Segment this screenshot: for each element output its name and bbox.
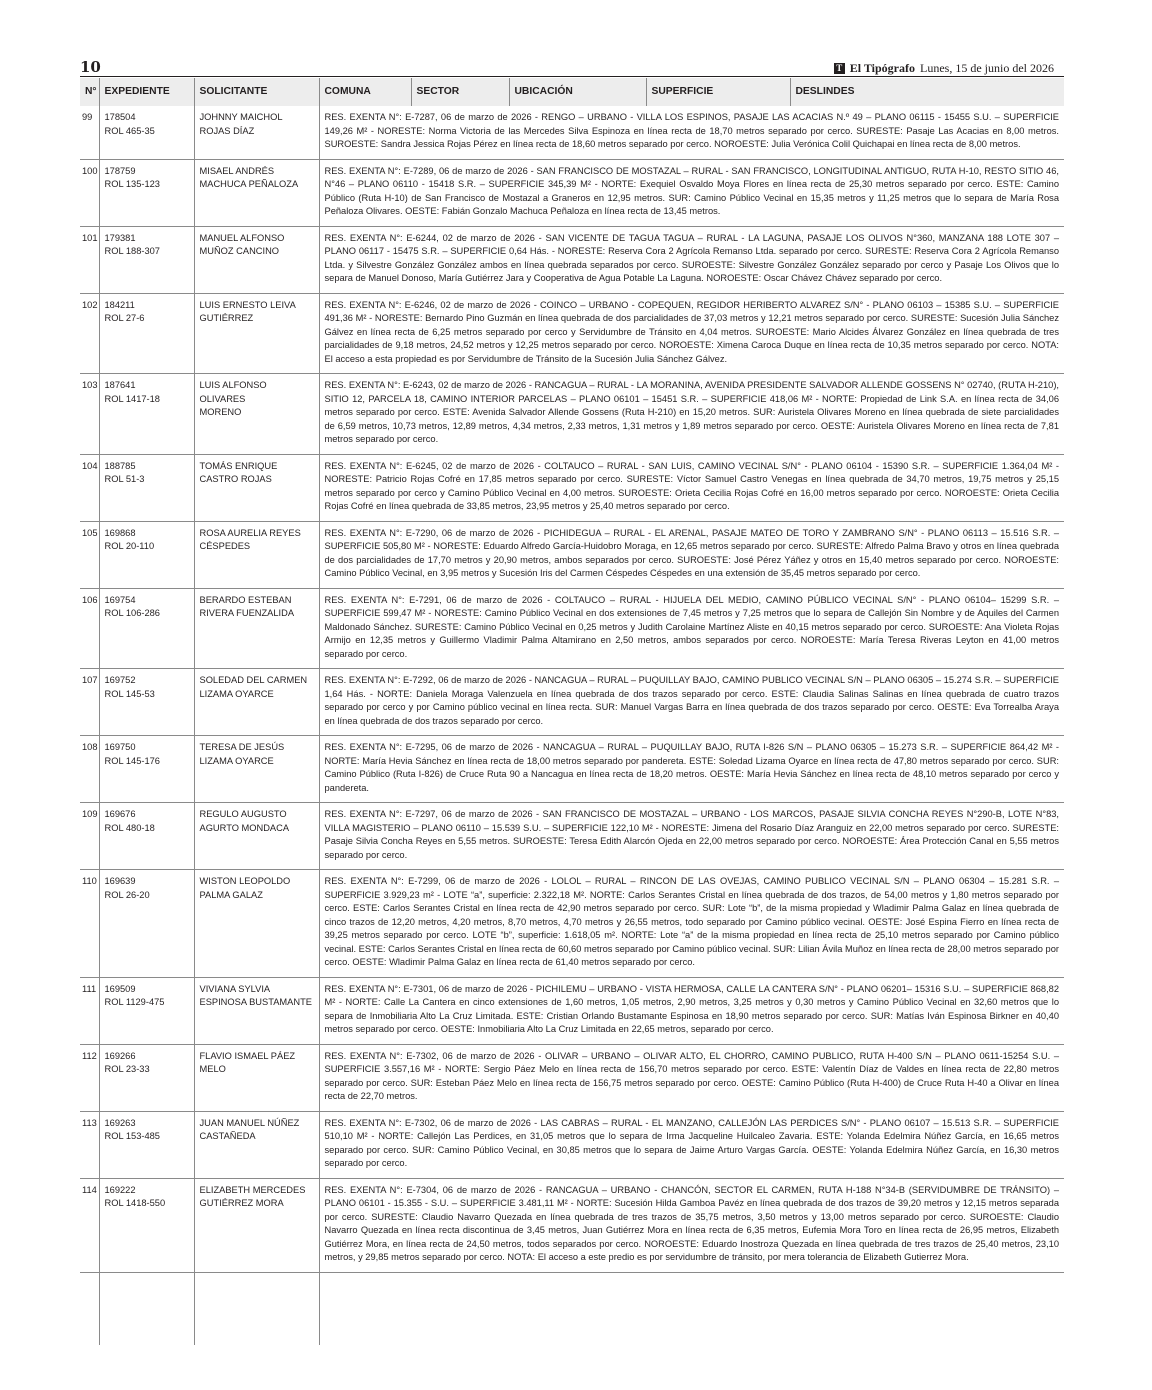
solicitante-cell (194, 803, 319, 870)
solicitante-cell (194, 977, 319, 1044)
row-number: 110 (80, 870, 99, 978)
row-number: 111 (80, 977, 99, 1044)
solicitante-line: LUIS ERNESTO LEIVA (199, 299, 296, 310)
empty-cell (194, 1272, 319, 1345)
row-number: 106 (80, 588, 99, 669)
expediente-number: 169676 (104, 809, 136, 819)
solicitante-line: BERARDO ESTEBAN (199, 594, 292, 605)
solicitante-line: AGURTO MONDACA (199, 822, 290, 833)
expediente-cell (99, 1111, 194, 1178)
solicitante-line: LIZAMA OYARCE (199, 755, 274, 766)
newspaper-name: El Tipógrafo (849, 61, 916, 75)
row-number: 112 (80, 1044, 99, 1111)
solicitante-line: MELO (199, 1064, 226, 1074)
solicitante-line: LUIS ALFONSO OLIVARES (199, 380, 267, 404)
rol-number: ROL 1417-18 (104, 393, 160, 404)
expediente-number: 184211 (104, 299, 135, 310)
rol-number: ROL 27-6 (104, 313, 145, 323)
notice-description: RES. EXENTA N°: E-7301, 06 de marzo de 2026 - PICHILEMU – URBANO - VISTA HERMOSA, CALLE LA CANTERA S/N° - PLANO 06201– 15316 S.U. – SUPERFICIE 868,82 M² - NORTE: Calle La Cantera en cinco extensiones de 1,60 metros, 1,05 metros, 2,90 metros, 3,25 metros y 0,30 metros y Camino Público Vecinal en 32,60 metros que lo separa de Inmobiliaria Alto La Cruz Limitada. ESTE: Cristian Orlando Bustamante Espinosa en 18,90 metros separado por cerco. SUR: Matías Iván Espinosa Birkner en 40,40 metros separado por cerco. OESTE: Inmobiliaria Alto La Cruz Limitada en 22,65 metros, separado por cerco. (319, 977, 1064, 1044)
solicitante-line: TOMÁS ENRIQUE (199, 460, 278, 471)
table-row (80, 159, 1064, 226)
solicitante-line: TERESA DE JESÚS (199, 742, 285, 752)
row-number: 105 (80, 521, 99, 588)
solicitante-line: ROSA AURELIA REYES (199, 527, 301, 538)
rol-number: ROL 135-123 (104, 179, 160, 189)
expediente-number: 169752 (104, 675, 136, 685)
rol-number: ROL 23-33 (104, 1064, 150, 1074)
table-row (80, 588, 1064, 669)
notice-description: RES. EXENTA N°: E-6244, 02 de marzo de 2026 - SAN VICENTE DE TAGUA TAGUA – RURAL - LA LAGUNA, PASAJE LOS OLIVOS N°360, MANZANA 188 LOTE 307 – PLANO 06117 - 15475 S.R. – SUPERFICIE 0,64 Hás. - NORESTE: Reserva Cora 2 Agrícola Remanso Ltda. separado por cerco. SURESTE: Reserva Cora 2 Agrícola Remanso Ltda. y Silvestre González González ambos en línea quebrada separados por cerco. SUROESTE: Silvestre González González separado por cerco y Pasaje Los Olivos que lo separa de Manuel Donoso, María Gutiérrez Jara y Cooperativa de Agua Potable La Laguna. NOROESTE: Oscar Chávez Chávez separado por cerco. (319, 226, 1064, 293)
expediente-cell (99, 226, 194, 293)
row-number: 109 (80, 803, 99, 870)
notice-description: RES. EXENTA N°: E-6243, 02 de marzo de 2026 - RANCAGUA – RURAL - LA MORANINA, AVENIDA PRESIDENTE SALVADOR ALLENDE GOSSENS N° 02740, (RUTA H-210), SITIO 12, PARCELA 18, CAMINO INTERIOR PARCELAS – PLANO 06101 – 15451 S.R. – SUPERFICIE 418,06 M² - NORTE: Propiedad de Link S.A. en línea recta de 34,06 metros separado por cerco. ESTE: Avenida Salvador Allende Gossens (Ruta H-210) en 15,20 metros. SUR: Auristela Olivares Moreno en línea quebrada de siete parcialidades de 6,59 metros, 10,73 metros, 12,89 metros, 4,34 metros, 2,33 metros, 1,31 metros y 1,89 metros separado por cerco. OESTE: Auristela Olivares Moreno en línea recta de 7,81 metros separado por cerco. (319, 374, 1064, 455)
empty-cell (99, 1272, 194, 1345)
table-row (80, 977, 1064, 1044)
expediente-number: 169754 (104, 594, 136, 605)
solicitante-line: MACHUCA PEÑALOZA (199, 179, 299, 189)
expediente-number: 178504 (104, 112, 136, 122)
table-header (80, 78, 1064, 106)
notice-description: RES. EXENTA N°: E-7287, 06 de marzo de 2026 - RENGO – URBANO - VILLA LOS ESPINOS, PASAJE LAS ACACIAS N.º 49 – PLANO 06115 - 15455 S.U. – SUPERFICIE 149,26 M² - NORESTE: Norma Victoria de las Mercedes Silva Espinoza en línea recta de 18,70 metros separado por cerco. SURESTE: Pasaje Las Acacias en 8,00 metros. SUROESTE: Sandra Jessica Rojas Pérez en línea recta de 18,60 metros separado por cerco. NOROESTE: Julia Verónica Colil Quichapai en línea recta de 8,00 metros. (319, 106, 1064, 159)
rol-number: ROL 106-286 (104, 608, 160, 618)
page-number: 10 (80, 58, 101, 76)
notice-description: RES. EXENTA N°: E-7304, 06 de marzo de 2026 - RANCAGUA – URBANO - CHANCÓN, SECTOR EL CARMEN, RUTA H-188 N°34-B (SERVIDUMBRE DE TRÁNSITO) – PLANO 06101 - 15.355 - S.U. – SUPERFICIE 3.481,11 M² - NORTE: Sucesión Hilda Gamboa Pavéz en línea quebrada de dos trazos de 39,20 metros y 12,15 metros separada por cerco. SURESTE: Claudio Navarro Quezada en línea quebrada de tres trazos de 35,75 metros, 3,50 metros y 13,00 metros separado por cerco. SUROESTE: Claudio Navarro Quezada en línea recta discontinua de 3,45 metros, Juan Gutiérrez Mora en línea recta de 6,35 metros, Eufemia Mora Toro en línea recta de 26,95 metros, Elizabeth Gutiérrez Mora, en línea recta de 24,50 metros, todos separados por cerco. NOROESTE: Eduardo Inostroza Quezada en línea quebrada de tres trazos de 25,40 metros, 23,10 metros, y 29,85 metros separado por cerco. NOTA: El acceso a este predio es por servidumbre de tránsito, por mera tolerancia de Elizabeth Gutierrez Mora. (319, 1178, 1064, 1272)
expediente-number: 179381 (104, 232, 136, 243)
solicitante-cell (194, 1044, 319, 1111)
solicitante-line: MORENO (199, 407, 242, 417)
row-number: 102 (80, 293, 99, 374)
rol-number: ROL 20-110 (104, 541, 155, 551)
solicitante-line: CASTRO ROJAS (199, 474, 272, 484)
expediente-number: 169750 (104, 742, 136, 752)
solicitante-line: GUTIÉRREZ (199, 313, 254, 323)
expediente-cell (99, 1044, 194, 1111)
expediente-cell (99, 977, 194, 1044)
expediente-cell (99, 870, 194, 978)
solicitante-cell (194, 159, 319, 226)
expediente-number: 169222 (104, 1184, 136, 1195)
rol-number: ROL 1129-475 (104, 997, 165, 1007)
solicitante-line: VIVIANA SYLVIA (199, 983, 271, 994)
expediente-cell (99, 803, 194, 870)
rol-number: ROL 145-53 (104, 688, 155, 699)
solicitante-cell (194, 669, 319, 736)
notice-description: RES. EXENTA N°: E-7295, 06 de marzo de 2026 - NANCAGUA – RURAL – PUQUILLAY BAJO, RUTA I-826 S/N – PLANO 06305 – 15.273 S.R. – SUPERFICIE 864,42 M² - NORTE: María Hevia Sánchez en línea recta de 18,00 metros separado por pandereta. ESTE: Soledad Lizama Oyarce en línea recta de 47,80 metros separado por cerco. SUR: Camino Público (Ruta I-826) de Cruce Ruta 90 a Nancagua en línea recta de 18,20 metros. OESTE: María Hevia Sánchez en línea recta de 48,10 metros separado por cerco y pandereta. (319, 736, 1064, 803)
solicitante-line: REGULO AUGUSTO (199, 809, 287, 819)
table-row (80, 521, 1064, 588)
expediente-number: 169509 (104, 983, 136, 994)
expediente-number: 187641 (104, 380, 136, 390)
row-number: 107 (80, 669, 99, 736)
solicitante-cell (194, 293, 319, 374)
table-row (80, 374, 1064, 455)
solicitante-cell (194, 374, 319, 455)
rol-number: ROL 465-35 (104, 125, 155, 136)
table-row (80, 293, 1064, 374)
table-row (80, 870, 1064, 978)
header-number: N° (80, 78, 99, 106)
row-number: 99 (82, 112, 93, 122)
row-number: 108 (80, 736, 99, 803)
notice-description: RES. EXENTA N°: E-7302, 06 de marzo de 2026 - LAS CABRAS – RURAL - EL MANZANO, CALLEJÓN LAS PERDICES S/N° - PLANO 06107 – 15.513 S.R. – SUPERFICIE 510,10 M² - NORTE: Callejón Las Perdices, en 31,05 metros que lo separa de Irma Jacqueline Huilcaleo Zavaria. ESTE: Yolanda Edelmira Núñez García, en 16,65 metros separado por cerco. SUR: Camino Público Vecinal, en 30,85 metros que lo separa de Jaime Arturo Vargas García. OESTE: Yolanda Edelmira Núñez García, en 16,30 metros separado por cerco. (319, 1111, 1064, 1178)
solicitante-line: PALMA GALAZ (199, 889, 263, 900)
solicitante-line: GUTIÉRREZ MORA (199, 1198, 284, 1208)
table-row (80, 736, 1064, 803)
notice-description: RES. EXENTA N°: E-6245, 02 de marzo de 2026 - COLTAUCO – RURAL - SAN LUIS, CAMINO VECINAL S/N° - PLANO 06104 - 15390 S.R. – SUPERFICIE 1.364,04 M² - NORESTE: Patricio Rojas Cofré en 17,85 metros separado por cerco. SURESTE: Víctor Samuel Castro Venegas en línea quebrada de 34,70 metros, 19,75 metros y 25,15 metros separado por cerco y Camino Público Vecinal en 4,00 metros. SUROESTE: Orieta Cecilia Rojas Cofré en 16,00 metros separado por cerco. NOROESTE: Orieta Cecilia Rojas Cofré en línea quebrada de 33,85 metros, 23,95 metros y 25,40 metros separado por cerco. (319, 454, 1064, 521)
rol-number: ROL 26-20 (104, 889, 150, 900)
solicitante-cell (194, 1111, 319, 1178)
header-superficie: SUPERFICIE (646, 78, 790, 106)
solicitante-line: JUAN MANUEL NÚÑEZ (199, 1117, 300, 1128)
row-number: 114 (80, 1178, 99, 1272)
solicitante-line: CÉSPEDES (199, 541, 251, 551)
notice-description: RES. EXENTA N°: E-7297, 06 de marzo de 2026 - SAN FRANCISCO DE MOSTAZAL – URBANO - LOS MARCOS, PASAJE SILVIA CONCHA REYES N°290-B, LOTE N°83, VILLA MAGISTERIO – PLANO 06110 – 15.539 S.U. – SUPERFICIE 122,10 M² - NORESTE: Jimena del Rosario Díaz Aranguiz en 22,00 metros separado por cerco. SURESTE: Pasaje Silvia Concha Reyes en 5,55 metros. SUROESTE: Teresa Edith Alarcón Ojeda en 22,00 metros separado por cerco. NOROESTE: Área Protección Canal en 5,55 metros separado por cerco. (319, 803, 1064, 870)
row-number: 113 (80, 1111, 99, 1178)
solicitante-line: ROJAS DÍAZ (199, 125, 255, 136)
solicitante-cell (194, 521, 319, 588)
notice-description: RES. EXENTA N°: E-7302, 06 de marzo de 2026 - OLIVAR – URBANO – OLIVAR ALTO, EL CHORRO, CAMINO PUBLICO, RUTA H-400 S/N – PLANO 0611-15254 S.U. – SUPERFICIE 3.557,16 M² - NORTE: Sergio Páez Melo en línea recta de 156,70 metros separado por cerco. ESTE: Valentín Díaz de Valdes en línea recta de 22,80 metros separado por cerco. SUR: Esteban Páez Melo en línea recta de 156,75 metros separado por cerco. OESTE: Camino Público (Ruta H-400) de Cruce Ruta H-40 a Olivar en línea recta de 22,70 metros. (319, 1044, 1064, 1111)
table-row (80, 226, 1064, 293)
rol-number: ROL 188-307 (104, 246, 160, 256)
empty-cell (319, 1272, 1064, 1345)
solicitante-line: MUÑOZ CANCINO (199, 246, 280, 256)
solicitante-cell (194, 588, 319, 669)
rol-number: ROL 1418-550 (104, 1198, 166, 1208)
expediente-cell (99, 588, 194, 669)
rol-number: ROL 153-485 (104, 1131, 160, 1141)
row-number: 100 (80, 159, 99, 226)
issue-date: Lunes, 15 de junio del 2026 (920, 61, 1054, 75)
expediente-cell (99, 293, 194, 374)
solicitante-cell (194, 454, 319, 521)
solicitante-line: FLAVIO ISMAEL PÁEZ (199, 1050, 296, 1061)
table-row (80, 669, 1064, 736)
notice-description: RES. EXENTA N°: E-6246, 02 de marzo de 2026 - COINCO – URBANO - COPEQUEN, REGIDOR HERIBERTO ALVAREZ S/N° - PLANO 06103 – 15385 S.U. – SUPERFICIE 491,36 M² - NORESTE: Bernardo Pino Guzmán en línea quebrada de dos parcialidades de 37,03 metros y 12,21 metros separado por cerco. SURESTE: Sucesión Julia Sánchez Gálvez en línea recta de 6,25 metros separado por cerco y Servidumbre de Tránsito en 4,04 metros. SUROESTE: Mario Alcides Álvarez González en línea quebrada de tres parcialidades de 9,18 metros, 24,52 metros y 12,25 metros separado por cerco. NOROESTE: Ximena Caroca Duque en línea recta de 10,35 metros separado por cerco. NOTA: El acceso a esta propiedad es por Servidumbre de Tránsito de la Sucesión Julia Sánchez Gálvez. (319, 293, 1064, 374)
solicitante-line: MANUEL ALFONSO (199, 232, 285, 243)
solicitante-line: SOLEDAD DEL CARMEN (199, 675, 308, 685)
notice-description: RES. EXENTA N°: E-7290, 06 de marzo de 2026 - PICHIDEGUA – RURAL - EL ARENAL, PASAJE MATEO DE TORO Y ZAMBRANO S/N° - PLANO 06113 – 15.516 S.R. – SUPERFICIE 505,80 M² - NORESTE: Eduardo Alfredo García-Huidobro Moraga, en 12,65 metros separado por cerco. SURESTE: Alfredo Palma Bravo y otros en línea quebrada de dos parcialidades de 17,70 metros y 20,90 metros, ambos separados por cerco. SUROESTE: José Pérez Yáñez y otros en 15,40 metros separado por cerco. NOROESTE: Camino Público Vecinal, en 3,95 metros y Sucesión Iris del Carmen Céspedes Céspedes en una extensión de 35,45 metros separado por cerco. (319, 521, 1064, 588)
notice-description: RES. EXENTA N°: E-7292, 06 de marzo de 2026 - NANCAGUA – RURAL – PUQUILLAY BAJO, CAMINO PUBLICO VECINAL S/N – PLANO 06305 – 15.274 S.R. – SUPERFICIE 1,64 Hás. - NORTE: Daniela Moraga Valenzuela en línea quebrada de dos trazos separado por cerco. ESTE: Claudia Salinas Salinas en línea quebrada de cuatro trazos separado por cerco y por Camino público vecinal en línea recta. SUR: Manuel Vargas Barra en línea quebrada de dos trazos separado por cerco. OESTE: Eva Torrealba Araya en línea quebrada de dos trazos separado por cerco. (319, 669, 1064, 736)
expediente-cell (99, 106, 194, 159)
rol-number: ROL 51-3 (104, 474, 145, 484)
solicitante-line: CASTAÑEDA (199, 1131, 256, 1141)
solicitante-line: MISAEL ANDRÉS (199, 165, 275, 176)
expediente-cell (99, 521, 194, 588)
solicitante-cell (194, 1178, 319, 1272)
expediente-number: 169263 (104, 1117, 136, 1128)
header-expediente: EXPEDIENTE (99, 78, 194, 106)
expediente-number: 178759 (104, 165, 136, 176)
expediente-cell (99, 374, 194, 455)
solicitante-cell (194, 226, 319, 293)
table-row (80, 1111, 1064, 1178)
solicitante-line: LIZAMA OYARCE (199, 688, 274, 699)
rol-number: ROL 145-176 (104, 755, 160, 766)
notices-table (80, 78, 1064, 1345)
row-number: 104 (80, 454, 99, 521)
header-comuna: COMUNA (319, 78, 411, 106)
empty-row (80, 1272, 1064, 1345)
notice-description: RES. EXENTA N°: E-7291, 06 de marzo de 2026 - COLTAUCO – RURAL - HIJUELA DEL MEDIO, CAMINO PÚBLICO VECINAL S/N° - PLANO 06104– 15299 S.R. – SUPERFICIE 599,47 M² - NORESTE: Camino Público Vecinal en dos extensiones de 7,45 metros y 7,25 metros que lo separa de Callejón Sin Nombre y de Aquiles del Carmen Maldonado Sánchez. SURESTE: Camino Público Vecinal en 0,25 metros y Judith Carolaine Martínez Aliste en 40,15 metros separado por cerco. SUROESTE: Ana Violeta Rojas Armijo en 12,35 metros y Guillermo Vladimir Palma Altamirano en 2,50 metros, ambos separados por cerco. NOROESTE: María Teresa Riveras Leyton en 41,00 metros separado por cerco. (319, 588, 1064, 669)
header-deslindes: DESLINDES (790, 78, 1064, 106)
header-solicitante: SOLICITANTE (194, 78, 319, 106)
empty-cell (80, 1272, 99, 1345)
expediente-cell (99, 454, 194, 521)
table-row (80, 106, 1064, 159)
expediente-cell (99, 669, 194, 736)
header-ubicacion: UBICACIÓN (509, 78, 646, 106)
solicitante-line: ESPINOSA BUSTAMANTE (199, 997, 312, 1007)
solicitante-line: WISTON LEOPOLDO (199, 876, 291, 886)
solicitante-cell (194, 736, 319, 803)
solicitante-cell (194, 106, 319, 159)
masthead (834, 61, 1054, 76)
top-rule (80, 76, 1064, 77)
table-row (80, 803, 1064, 870)
row-number: 103 (80, 374, 99, 455)
table-row (80, 1178, 1064, 1272)
expediente-cell (99, 1178, 194, 1272)
table-body (80, 106, 1064, 1345)
expediente-cell (99, 159, 194, 226)
solicitante-line: RIVERA FUENZALIDA (199, 608, 295, 618)
expediente-number: 169266 (104, 1050, 136, 1061)
newspaper-logo-icon: T (834, 63, 845, 74)
notice-description: RES. EXENTA N°: E-7299, 06 de marzo de 2026 - LOLOL – RURAL – RINCON DE LAS OVEJAS, CAMINO PUBLICO VECINAL S/N – PLANO 06304 – 15.281 S.R. – SUPERFICIE 3.929,23 m² - LOTE “a”, superficie: 2.322,18 M². NORTE: Carlos Serantes Cristal en línea quebrada de dos trazos, de 54,00 metros y 1,80 metros separado por cerco. ESTE: Carlos Serantes Cristal en línea recta de 42,90 metros separado por cerco. SUR: Lote “b”, de la misma propiedad y Wladimir Palma Galaz en línea quebrada de cinco trazos de 12,20 metros, 4,20 metros, 8,70 metros, 4,70 metros y 26,55 metros, todo separado por Camino público vecinal. OESTE: José Espina Fierro en línea recta de 39,25 metros separado por cerco. LOTE “b”, superficie: 1.618,05 m². NORTE: Lote “a” de la misma propiedad en línea recta de 25,10 metros separado por Camino público vecinal. ESTE: Carlos Serantes Cristal en línea recta de 60,60 metros separado por Camino público vecinal. SUR: Lilian Ávila Muñoz en línea recta de 28,00 metros separado por cerco. OESTE: Wladimir Palma Galaz en línea recta de 61,40 metros separado por cerco. (319, 870, 1064, 978)
expediente-number: 169639 (104, 876, 136, 886)
expediente-cell (99, 736, 194, 803)
header-sector: SECTOR (411, 78, 509, 106)
solicitante-line: ELIZABETH MERCEDES (199, 1184, 306, 1195)
solicitante-cell (194, 870, 319, 978)
expediente-number: 188785 (104, 460, 136, 471)
table-row (80, 1044, 1064, 1111)
rol-number: ROL 480-18 (104, 822, 155, 833)
table-row (80, 454, 1064, 521)
expediente-number: 169868 (104, 527, 136, 538)
row-number: 101 (80, 226, 99, 293)
solicitante-line: JOHNNY MAICHOL (199, 112, 283, 122)
notice-description: RES. EXENTA N°: E-7289, 06 de marzo de 2026 - SAN FRANCISCO DE MOSTAZAL – RURAL - SAN FRANCISCO, LONGITUDINAL ANTIGUO, RUTA H-10, RESTO SITIO 46, N°46 – PLANO 06110 - 15418 S.R. – SUPERFICIE 345,39 M² - NORTE: Exequiel Osvaldo Moya Flores en línea recta de 25,30 metros separado por cerco. ESTE: Camino Público (Ruta H-10) de San Francisco de Mostazal a Graneros en 12,95 metros. SUR: Camino Público Vecinal en 15,35 metros y 11,25 metros que lo separa de María Rosa Peñaloza Olivares. OESTE: Fabián Gonzalo Machuca Peñaloza en línea recta de 13,45 metros. (319, 159, 1064, 226)
